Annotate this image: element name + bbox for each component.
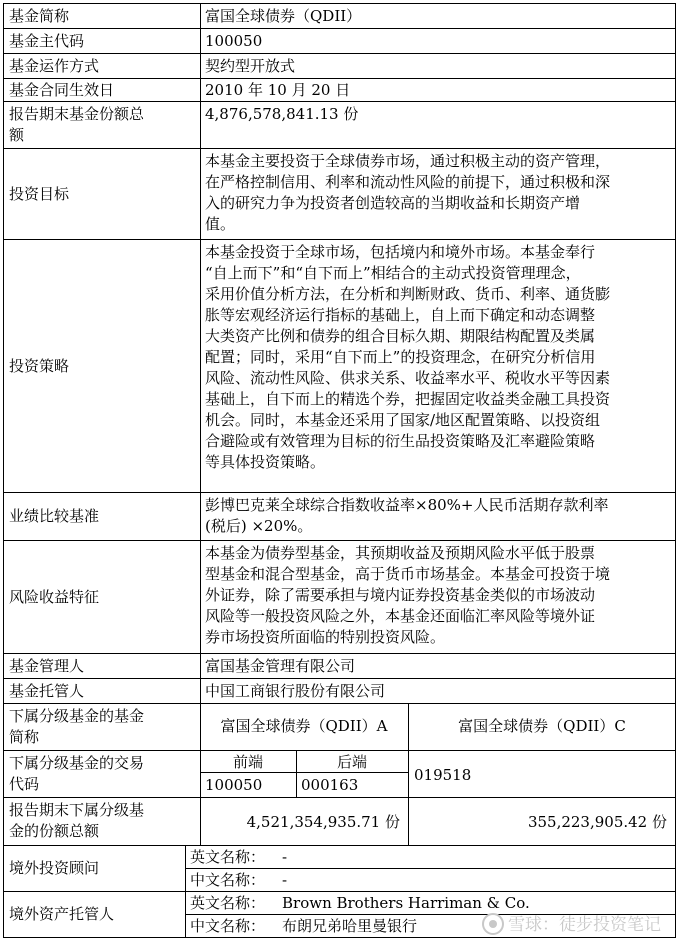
watermark-text: 雪球：徒步投资笔记	[508, 915, 661, 935]
row-divider	[3, 148, 676, 149]
value-fund-code: 100050	[205, 32, 263, 50]
class-a-name: 富国全球债券（QDII）A	[220, 717, 388, 735]
subheader-divider	[200, 772, 408, 773]
advisor-en-value: -	[282, 848, 288, 866]
strategy-line: 本基金投资于全球市场，包括境内和境外市场。本基金奉行	[205, 243, 596, 261]
value-fund-abbr: 富国全球债券（QDII）	[205, 7, 362, 25]
front-end-header: 前端	[232, 753, 263, 771]
custodian-cn-label: 中文名称：	[190, 917, 266, 935]
value-effective-date: 2010 年 10 月 20 日	[205, 81, 351, 99]
label-total-shares-line-2: 额	[9, 126, 25, 144]
value-operation: 契约型开放式	[205, 57, 296, 75]
value-total-shares: 4,876,578,841.13 份	[205, 105, 359, 123]
label-manager: 基金管理人	[9, 657, 85, 675]
label-class-names-line-2: 简称	[9, 728, 40, 746]
risk-line: 券市场投资所面临的特别投资风险。	[205, 628, 446, 646]
label-objective: 投资目标	[9, 185, 70, 203]
value-manager: 富国基金管理有限公司	[205, 657, 356, 675]
custodian-cn-value: 布朗兄弟哈里曼银行	[282, 917, 418, 935]
class-c-name: 富国全球债券（QDII）C	[458, 717, 626, 735]
label-strategy: 投资策略	[9, 357, 70, 375]
advisor-cn-label: 中文名称：	[190, 871, 266, 889]
risk-line: 风险等一般投资风险之外，本基金还面临汇率风险等境外证	[205, 607, 596, 625]
row-divider	[3, 891, 676, 892]
class-c-code: 019518	[414, 766, 472, 784]
row-divider	[3, 239, 676, 240]
strategy-line: 机会。同时，本基金还采用了国家/地区配置策略、以投资组	[205, 411, 601, 429]
label-benchmark: 业绩比较基准	[9, 507, 100, 525]
strategy-line: 风险、流动性风险、供求关系、收益率水平、税收水平等因素	[205, 369, 611, 387]
label-class-codes-line-1: 下属分级基金的交易	[9, 754, 145, 772]
strategy-line: 基础上，自下而上的精选个券，把握固定收益类金融工具投资	[205, 390, 611, 408]
row-divider	[3, 53, 676, 54]
advisor-en-label: 英文名称：	[190, 848, 266, 866]
benchmark-line: (税后) ×20%。	[205, 517, 313, 535]
advisor-cn-value: -	[282, 871, 288, 889]
label-class-shares-line-2: 金的份额总额	[9, 822, 100, 840]
strategy-line: “自上而下”和“自下而上”相结合的主动式投资管理理念，	[205, 264, 581, 282]
label-effective-date: 基金合同生效日	[9, 81, 115, 99]
class-c-shares: 355,223,905.42 份	[527, 813, 667, 831]
strategy-line: 采用价值分析方法，在分析和判断财政、货币、利率、通货膨	[205, 285, 611, 303]
label-class-codes-line-2: 代码	[9, 775, 40, 793]
row-divider	[3, 797, 676, 798]
custodian-en-value: Brown Brothers Harriman & Co.	[282, 894, 530, 912]
strategy-line: 胀等宏观经济运行指标的基础上，自上而下确定和动态调整	[205, 306, 596, 324]
snowball-logo-icon	[482, 913, 504, 935]
label-class-shares-line-1: 报告期末下属分级基	[9, 801, 145, 819]
row-divider	[3, 750, 676, 751]
objective-line: 本基金主要投资于全球债券市场，通过积极主动的资产管理，	[205, 152, 611, 170]
custodian-en-label: 英文名称：	[190, 894, 266, 912]
strategy-line: 等具体投资策略。	[205, 453, 326, 471]
benchmark-line: 彭博巴克莱全球综合指数收益率×80%+人民币活期存款利率	[205, 496, 609, 514]
label-overseas-advisor: 境外投资顾问	[9, 859, 100, 877]
row-divider	[3, 101, 676, 102]
label-risk: 风险收益特征	[9, 588, 100, 606]
row-divider	[3, 78, 676, 79]
row-divider	[3, 492, 676, 493]
column-divider	[185, 845, 186, 938]
row-divider	[3, 540, 676, 541]
strategy-line: 大类资产比例和债券的组合目标久期、期限结构配置及类属	[205, 327, 596, 345]
risk-line: 本基金为债券型基金，其预期收益及预期风险水平低于股票	[205, 544, 596, 562]
back-end-header: 后端	[336, 753, 367, 771]
risk-line: 型基金和混合型基金，高于货币市场基金。本基金可投资于境	[205, 565, 611, 583]
risk-line: 外证券，除了需要承担与境内证券投资基金类似的市场波动	[205, 586, 596, 604]
value-custodian: 中国工商银行股份有限公司	[205, 682, 386, 700]
row-divider	[3, 28, 676, 29]
front-end-code: 100050	[205, 776, 263, 794]
label-fund-abbr: 基金简称	[9, 7, 70, 25]
strategy-line: 合避险或有效管理为目标的衍生品投资策略及汇率避险策略	[205, 432, 596, 450]
label-custodian: 基金托管人	[9, 682, 85, 700]
label-operation: 基金运作方式	[9, 57, 100, 75]
row-divider	[3, 678, 676, 679]
class-a-shares: 4,521,354,935.71 份	[246, 813, 400, 831]
sub-row-divider	[185, 868, 676, 869]
objective-line: 在严格控制信用、利率和流动性风险的前提下，通过积极和深	[205, 173, 611, 191]
label-total-shares-line-1: 报告期末基金份额总	[9, 105, 145, 123]
objective-line: 入的研究力争为投资者创造较高的当期收益和长期资产增	[205, 194, 581, 212]
row-divider	[3, 653, 676, 654]
label-fund-code: 基金主代码	[9, 32, 85, 50]
label-overseas-custodian: 境外资产托管人	[9, 905, 115, 923]
strategy-line: 配置；同时，采用“自下而上”的投资理念，在研究分析信用	[205, 348, 596, 366]
back-end-code: 000163	[301, 776, 359, 794]
row-divider	[3, 845, 676, 846]
xueqiu-watermark	[482, 910, 661, 935]
objective-line: 值。	[205, 215, 236, 233]
label-class-names-line-1: 下属分级基金的基金	[9, 707, 145, 725]
row-divider	[3, 703, 676, 704]
